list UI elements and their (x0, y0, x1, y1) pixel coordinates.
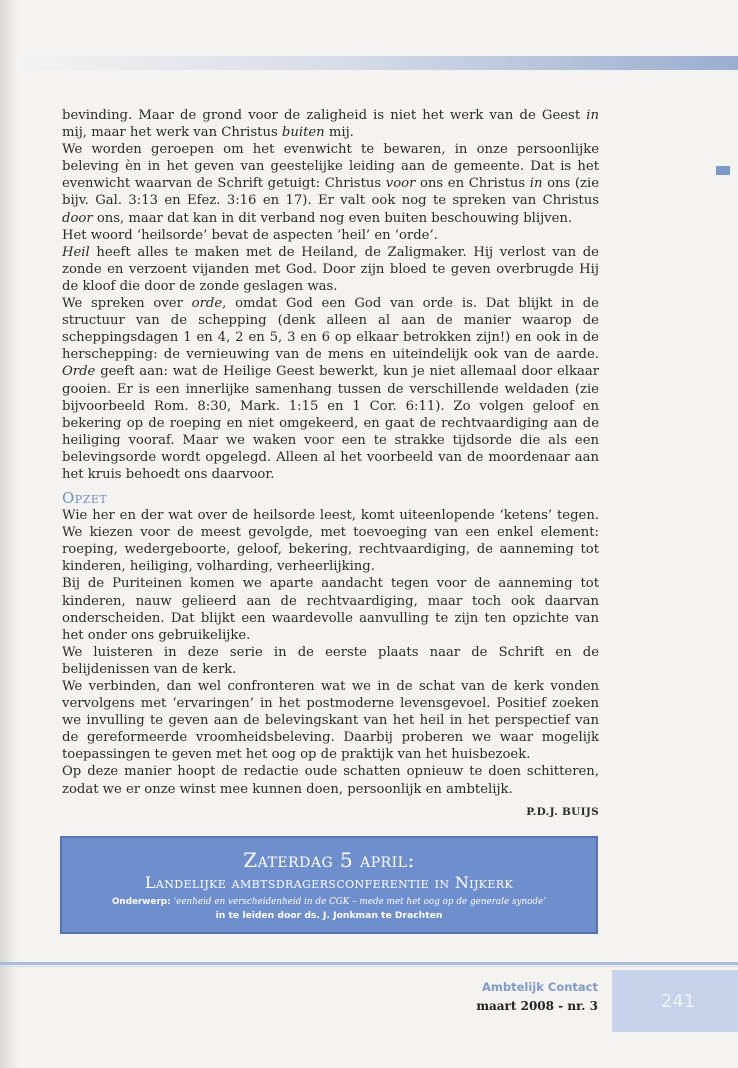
paragraph: We luisteren in deze serie in de eerste plaats naar de Schrift en de belijdenissen van de kerk. (62, 644, 599, 677)
journal-title: Ambtelijk Contact (482, 980, 598, 994)
banner-event-title: Landelijke ambtsdragersconferentie in Nijkerk (144, 873, 514, 892)
article-body (62, 107, 599, 798)
footer-rule-thin (0, 966, 738, 967)
paragraph: Op deze manier hoopt de redactie oude schatten opnieuw te doen schitteren, zodat we er onze winst mee kunnen doen, persoonlijk en ambtelijk. (62, 764, 599, 797)
issue-info: maart 2008 - nr. 3 (476, 999, 598, 1013)
paragraph: We worden geroepen om het evenwicht te bewaren, in onze persoonlijke beleving èn in het geven van geestelijke leiding aan de gemeente. Dat is het evenwicht waarvan de Schrift getuigt: Christus voor ons en Christus in ons (zie bijv. Gal. 3:13 en Efez. 3:16 en 17). Er valt ook nog te spreken van Christus door ons, maar dat kan in dit verband nog even buiten beschouwing blijven. (62, 142, 600, 226)
paragraph: Bij de Puriteinen komen we aparte aandacht tegen voor de aanneming tot kinderen, nauw gelieerd aan de rechtvaardiging, maar toch ook daarvan onderscheiden. Dat blijkt een waardevolle aanvulling te zijn ten opzichte van het onder ons gebruikelijke. (62, 576, 599, 643)
banner-subject (62, 896, 596, 909)
paragraph: Het woord ‘heilsorde’ bevat de aspecten ‘heil’ en ‘orde’. (62, 227, 438, 243)
paragraph: We verbinden, dan wel confronteren wat we in de schat van de kerk vonden vervolgens met ‘ervaringen’ in het postmoderne levensgevoel. Positief zoeken we invulling te geven aan de belevingskant van het heil in het perspectief van de gereformeerde vroomheidsbeleving. Daarbij proberen we waar mogelijk toepassingen te geven met het oog op de praktijk van het huisbezoek. (62, 679, 599, 763)
paragraph: Heil heeft alles te maken met de Heiland, de Zaligmaker. Hij verlost van de zonde en verzoent vijanden met God. Door zijn bloed te geven overbrugde Hij de kloof die door de zonde geslagen was. (62, 244, 599, 294)
banner-subject-label: Onderwerp: (111, 897, 171, 907)
side-marker (716, 166, 730, 175)
footer-rule (0, 962, 738, 965)
paragraph: bevinding. Maar de grond voor de zaligheid is niet het werk van de Geest in mij, maar het werk van Christus buiten mij. (62, 108, 599, 141)
section-heading: Opzet (62, 489, 108, 508)
banner-date-title: Zaterdag 5 april: (243, 848, 415, 872)
banner-speaker: in te leiden door ds. J. Jonkman te Drachten (215, 910, 443, 921)
paragraph: We spreken over orde, omdat God een God van orde is. Dat blijkt in de structuur van de schepping (denk alleen al aan de manier waarop de scheppingsdagen 1 en 4, 2 en 5, 3 en 6 op elkaar betrokken zijn!) en ook in de herschepping: de vernieuwing van de mens en uiteindelijk ook van de aarde. Orde geeft aan: wat de Heilige Geest bewerkt, kun je niet allemaal door elkaar gooien. Er is een innerlijke samenhang tussen de verschillende weldaden (zie bijvoorbeeld Rom. 8:30, Mark. 1:15 en 1 Cor. 6:11). Zo volgen geloof en bekering op de roeping en niet omgekeerd, en gaat de rechtvaardiging aan de heiliging vooraf. Maar we waken voor een te strakke tijdsorde die als een belevingsorde wordt opgelegd. Alleen al het voorbeeld van de moordenaar aan het kruis behoedt ons daarvoor. (62, 296, 599, 482)
top-decorative-band (22, 56, 738, 70)
author-signature: P.D.J. BUIJS (526, 806, 599, 818)
event-banner (60, 836, 598, 934)
paragraph: Wie her en der wat over de heilsorde leest, komt uiteenlopende ‘ketens’ tegen. We kiezen voor de meest gevolgde, met toevoeging van een enkel element: roeping, wedergeboorte, geloof, bekering, rechtvaardiging, de aanneming tot kinderen, heiliging, volharding, verheerlijking. (62, 508, 599, 575)
page-number: 241 (660, 991, 696, 1012)
banner-subject-text: ‘eenheid en verscheidenheid in de CGK – mede met het oog op de generale synode’ (173, 897, 547, 907)
page-edge-shadow (0, 0, 18, 1068)
